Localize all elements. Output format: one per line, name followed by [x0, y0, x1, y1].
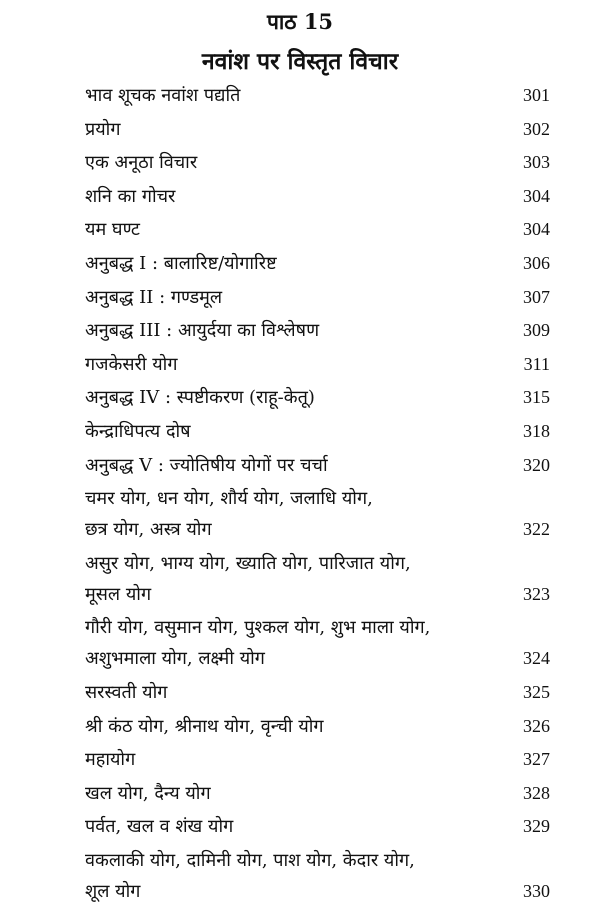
toc-entry [85, 711, 550, 742]
toc-entry [85, 80, 550, 111]
toc-page-number: 329 [523, 816, 550, 837]
chapter-title: नवांश पर विस्तृत विचार [201, 48, 399, 75]
toc-entry-title [85, 80, 240, 111]
toc-entry-title [85, 315, 319, 346]
toc-entry [85, 548, 550, 610]
toc-entry-line: वकलाकी योग, दामिनी योग, पाश योग, केदार योग, [85, 849, 415, 871]
toc-entry-line: चमर योग, धन योग, शौर्य योग, जलाधि योग, [85, 488, 373, 510]
toc-page-number: 318 [523, 420, 550, 441]
toc-entry-line: गजकेसरी योग [85, 353, 178, 375]
toc-page-number: 306 [523, 252, 550, 273]
toc-entry [85, 114, 550, 145]
toc-page-number: 330 [523, 880, 550, 901]
toc-entry-line: अनुबद्ध III : आयुर्दया का विश्लेषण [85, 320, 320, 342]
toc-entry-title [85, 214, 140, 245]
toc-entry [85, 349, 550, 380]
toc-entry-title [85, 181, 175, 212]
toc-entry-title [85, 483, 373, 545]
toc-entry-title [85, 677, 167, 708]
toc-entry-title [85, 845, 415, 907]
toc-page-number: 304 [523, 219, 550, 240]
toc-entry [85, 315, 550, 346]
toc-entry-title [85, 450, 328, 481]
toc-entry-title [85, 282, 222, 313]
toc-entry-line: अशुभमाला योग, लक्ष्मी योग [85, 648, 265, 670]
toc-entry [85, 677, 550, 708]
toc-entry-line: अनुबद्ध II : गण्डमूल [85, 286, 223, 308]
toc-page-number: 315 [523, 387, 550, 408]
toc-entry [85, 483, 550, 545]
toc-entry [85, 612, 550, 674]
toc-entry [85, 416, 550, 447]
toc-entry [85, 214, 550, 245]
toc-entry-line: सरस्वती योग [85, 681, 168, 703]
toc-entry-title [85, 114, 120, 145]
toc-entry-title [85, 147, 197, 178]
toc-page-number: 320 [523, 454, 550, 475]
toc-entry-line: केन्द्राधिपत्य दोष [85, 420, 191, 442]
toc-page-number: 326 [523, 715, 550, 736]
toc-page-number: 324 [523, 648, 550, 669]
toc-page-number: 307 [523, 286, 550, 307]
toc-entry-line: गौरी योग, वसुमान योग, पुश्कल योग, शुभ माला योग, [85, 617, 431, 639]
toc-entry [85, 282, 550, 313]
toc-page-number: 304 [523, 185, 550, 206]
toc-entry-line: पर्वत, खल व शंख योग [85, 816, 234, 838]
toc-entry-title [85, 744, 135, 775]
toc-entry-line: छत्र योग, अस्त्र योग [85, 519, 212, 541]
toc-entry [85, 147, 550, 178]
toc-entry-line: अनुबद्ध IV : स्पष्टीकरण (राहू-केतू) [85, 387, 315, 409]
toc-entry-line: मूसल योग [85, 583, 152, 605]
toc-entry-title [85, 778, 211, 809]
toc-entry-line: शूल योग [85, 880, 141, 902]
toc-page-number: 327 [523, 749, 550, 770]
toc-entry-line: असुर योग, भाग्य योग, ख्याति योग, पारिजात योग, [85, 552, 411, 574]
toc-page-number: 325 [523, 681, 550, 702]
toc-entry [85, 778, 550, 809]
toc-page-number: 303 [523, 152, 550, 173]
toc-entry-title [85, 612, 430, 674]
toc-page-number: 323 [523, 583, 550, 604]
toc-entry [85, 248, 550, 279]
toc-entry-title [85, 711, 324, 742]
toc-entry-title [85, 382, 315, 413]
toc-entry [85, 811, 550, 842]
toc-entry [85, 382, 550, 413]
toc-entry [85, 450, 550, 481]
toc-entry-line: एक अनूठा विचार [85, 152, 198, 174]
toc-entry-line: अनुबद्ध I : बालारिष्ट/योगारिष्ट [85, 252, 277, 274]
toc-entry-title [85, 349, 177, 380]
toc-entry-line: शनि का गोचर [85, 185, 176, 207]
toc-page-number: 311 [523, 353, 550, 374]
toc-entry-title [85, 248, 277, 279]
toc-entry-title [85, 811, 233, 842]
lesson-number: पाठ 15 [266, 9, 334, 34]
toc-entry-line: श्री कंठ योग, श्रीनाथ योग, वृन्ची योग [85, 715, 324, 737]
table-of-contents [85, 80, 550, 909]
toc-entry-line: यम घण्ट [85, 219, 140, 241]
toc-entry-line: महायोग [85, 749, 136, 771]
toc-entry [85, 845, 550, 907]
toc-entry-line: प्रयोग [85, 118, 121, 140]
toc-page-number: 301 [523, 85, 550, 105]
toc-entry-title [85, 548, 411, 610]
toc-page-number: 328 [523, 782, 550, 803]
toc-entry-line: भाव शूचक नवांश पद्यति [85, 85, 241, 106]
toc-entry-line: खल योग, दैन्य योग [85, 782, 211, 804]
toc-page-number: 302 [523, 118, 550, 139]
toc-entry [85, 744, 550, 775]
toc-entry [85, 181, 550, 212]
toc-entry-title [85, 416, 191, 447]
toc-page-number: 309 [523, 320, 550, 341]
toc-page-number: 322 [523, 519, 550, 540]
toc-entry-line: अनुबद्ध V : ज्योतिषीय योगों पर चर्चा [85, 454, 328, 476]
